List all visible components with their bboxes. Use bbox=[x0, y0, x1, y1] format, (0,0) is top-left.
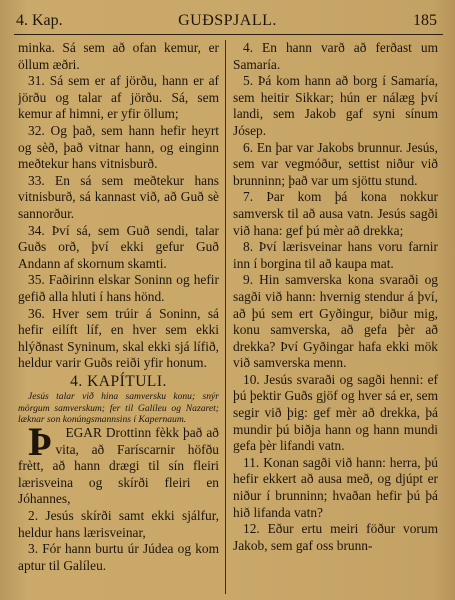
verse-paragraph: 2. Jesús skírði samt ekki sjálfur, heldur hans lærisveinar, bbox=[18, 508, 219, 540]
verse-paragraph: 4. En hann varð að ferðast um Samaría. bbox=[233, 40, 438, 72]
left-column bbox=[18, 40, 219, 596]
verse-paragraph: 35. Faðirinn elskar Soninn og hefir gefið alla hluti í hans hönd. bbox=[18, 272, 219, 304]
verse-paragraph: 36. Hver sem trúir á Soninn, sá hefir eilíft líf, en hver sem ekki hlýðnast Syninum, skal ekki sjá lífið, heldur varir Guðs reiði yfir honum. bbox=[18, 305, 219, 371]
verse-paragraph: 7. Þar kom þá kona nokkur samversk til að ausa vatn. Jesús sagði við hana: gef þú mèr að drekka; bbox=[233, 189, 438, 238]
right-column bbox=[233, 40, 438, 596]
verse-paragraph: 3. Fór hann burtu úr Júdea og kom aptur til Galíleu. bbox=[18, 541, 219, 573]
chapter-heading: 4. KAPÍTULI. bbox=[70, 372, 167, 390]
book-title: GUÐSPJALL. bbox=[178, 12, 277, 29]
page-number: 185 bbox=[413, 12, 437, 29]
drop-cap: Þ bbox=[28, 419, 53, 465]
verse-paragraph: 11. Konan sagði við hann: herra, þú hefir ekkert að ausa með, og djúpt er niður í brunninn; hvaðan hefir þú þá hið lifanda vatn? bbox=[233, 454, 438, 520]
chapter-summary: Jesús talar við hina samversku konu; snýr mörgum samverskum; fer til Galíleu og Nazaret; læknar son konúngsmannsins í Kapernaum. bbox=[18, 391, 219, 425]
verse-paragraph: 31. Sá sem er af jörðu, hann er af jörðu og talar af jörðu. Sá, sem kemur af himni, er yfir öllum; bbox=[18, 73, 219, 122]
column-divider bbox=[225, 40, 226, 594]
verse-paragraph: 33. En sá sem meðtekur hans vitnisburð, sá kannast við, að Guð sè sannorður. bbox=[18, 172, 219, 221]
running-header bbox=[14, 10, 441, 32]
first-verse-text: EGAR Drottinn fèkk það að vita, að Faríscarnir höfðu frètt, að hann drægi til sín fleiri lærisveina og skírði fleiri en Jóhannes, bbox=[18, 425, 219, 507]
verse-paragraph: minka. Sá sem að ofan kemur, er öllum æðri. bbox=[18, 40, 219, 72]
verse-paragraph: 9. Hin samverska kona svaraði og sagði við hann: hvernig stendur á því, að þú sem ert Gyðingur, biður mig, konu samverska, að gefa þèr að drekka? Því Gyðingar hafa ekki mök við samverska menn. bbox=[233, 272, 438, 371]
first-verse bbox=[18, 419, 219, 508]
verse-paragraph: 34. Því sá, sem Guð sendi, talar Guðs orð, því ekki gefur Guð Andann af skornum skamti. bbox=[18, 222, 219, 271]
verse-paragraph: 12. Eður ertu meiri föður vorum Jakob, sem gaf oss brunn- bbox=[233, 521, 438, 553]
verse-paragraph: 10. Jesús svaraði og sagði henni: ef þú þektir Guðs gjöf og hver sá er, sem segir við þig: gef mèr að drekka, þá mundir þú biðja hann og hann mundi gefa þèr lifandi vatn. bbox=[233, 371, 438, 454]
verse-paragraph: 5. Þá kom hann að borg í Samaría, sem heitir Sikkar; hún er nálæg því landi, sem Jakob gaf syni sínum Jósep. bbox=[233, 73, 438, 138]
verse-paragraph: 32. Og það, sem hann hefir heyrt og sèð, það vitnar hann, og einginn meðtekur hans vitnisburð. bbox=[18, 122, 219, 172]
chapter-label: 4. Kap. bbox=[16, 12, 63, 29]
header-rule bbox=[14, 34, 443, 35]
verse-paragraph: 6. En þar var Jakobs brunnur. Jesús, sem var vegmóður, settist niður við brunninn; það var um sjöttu stund. bbox=[233, 139, 438, 188]
verse-paragraph: 8. Því lærisveinar hans voru farnir inn í borgina til að kaupa mat. bbox=[233, 239, 438, 271]
